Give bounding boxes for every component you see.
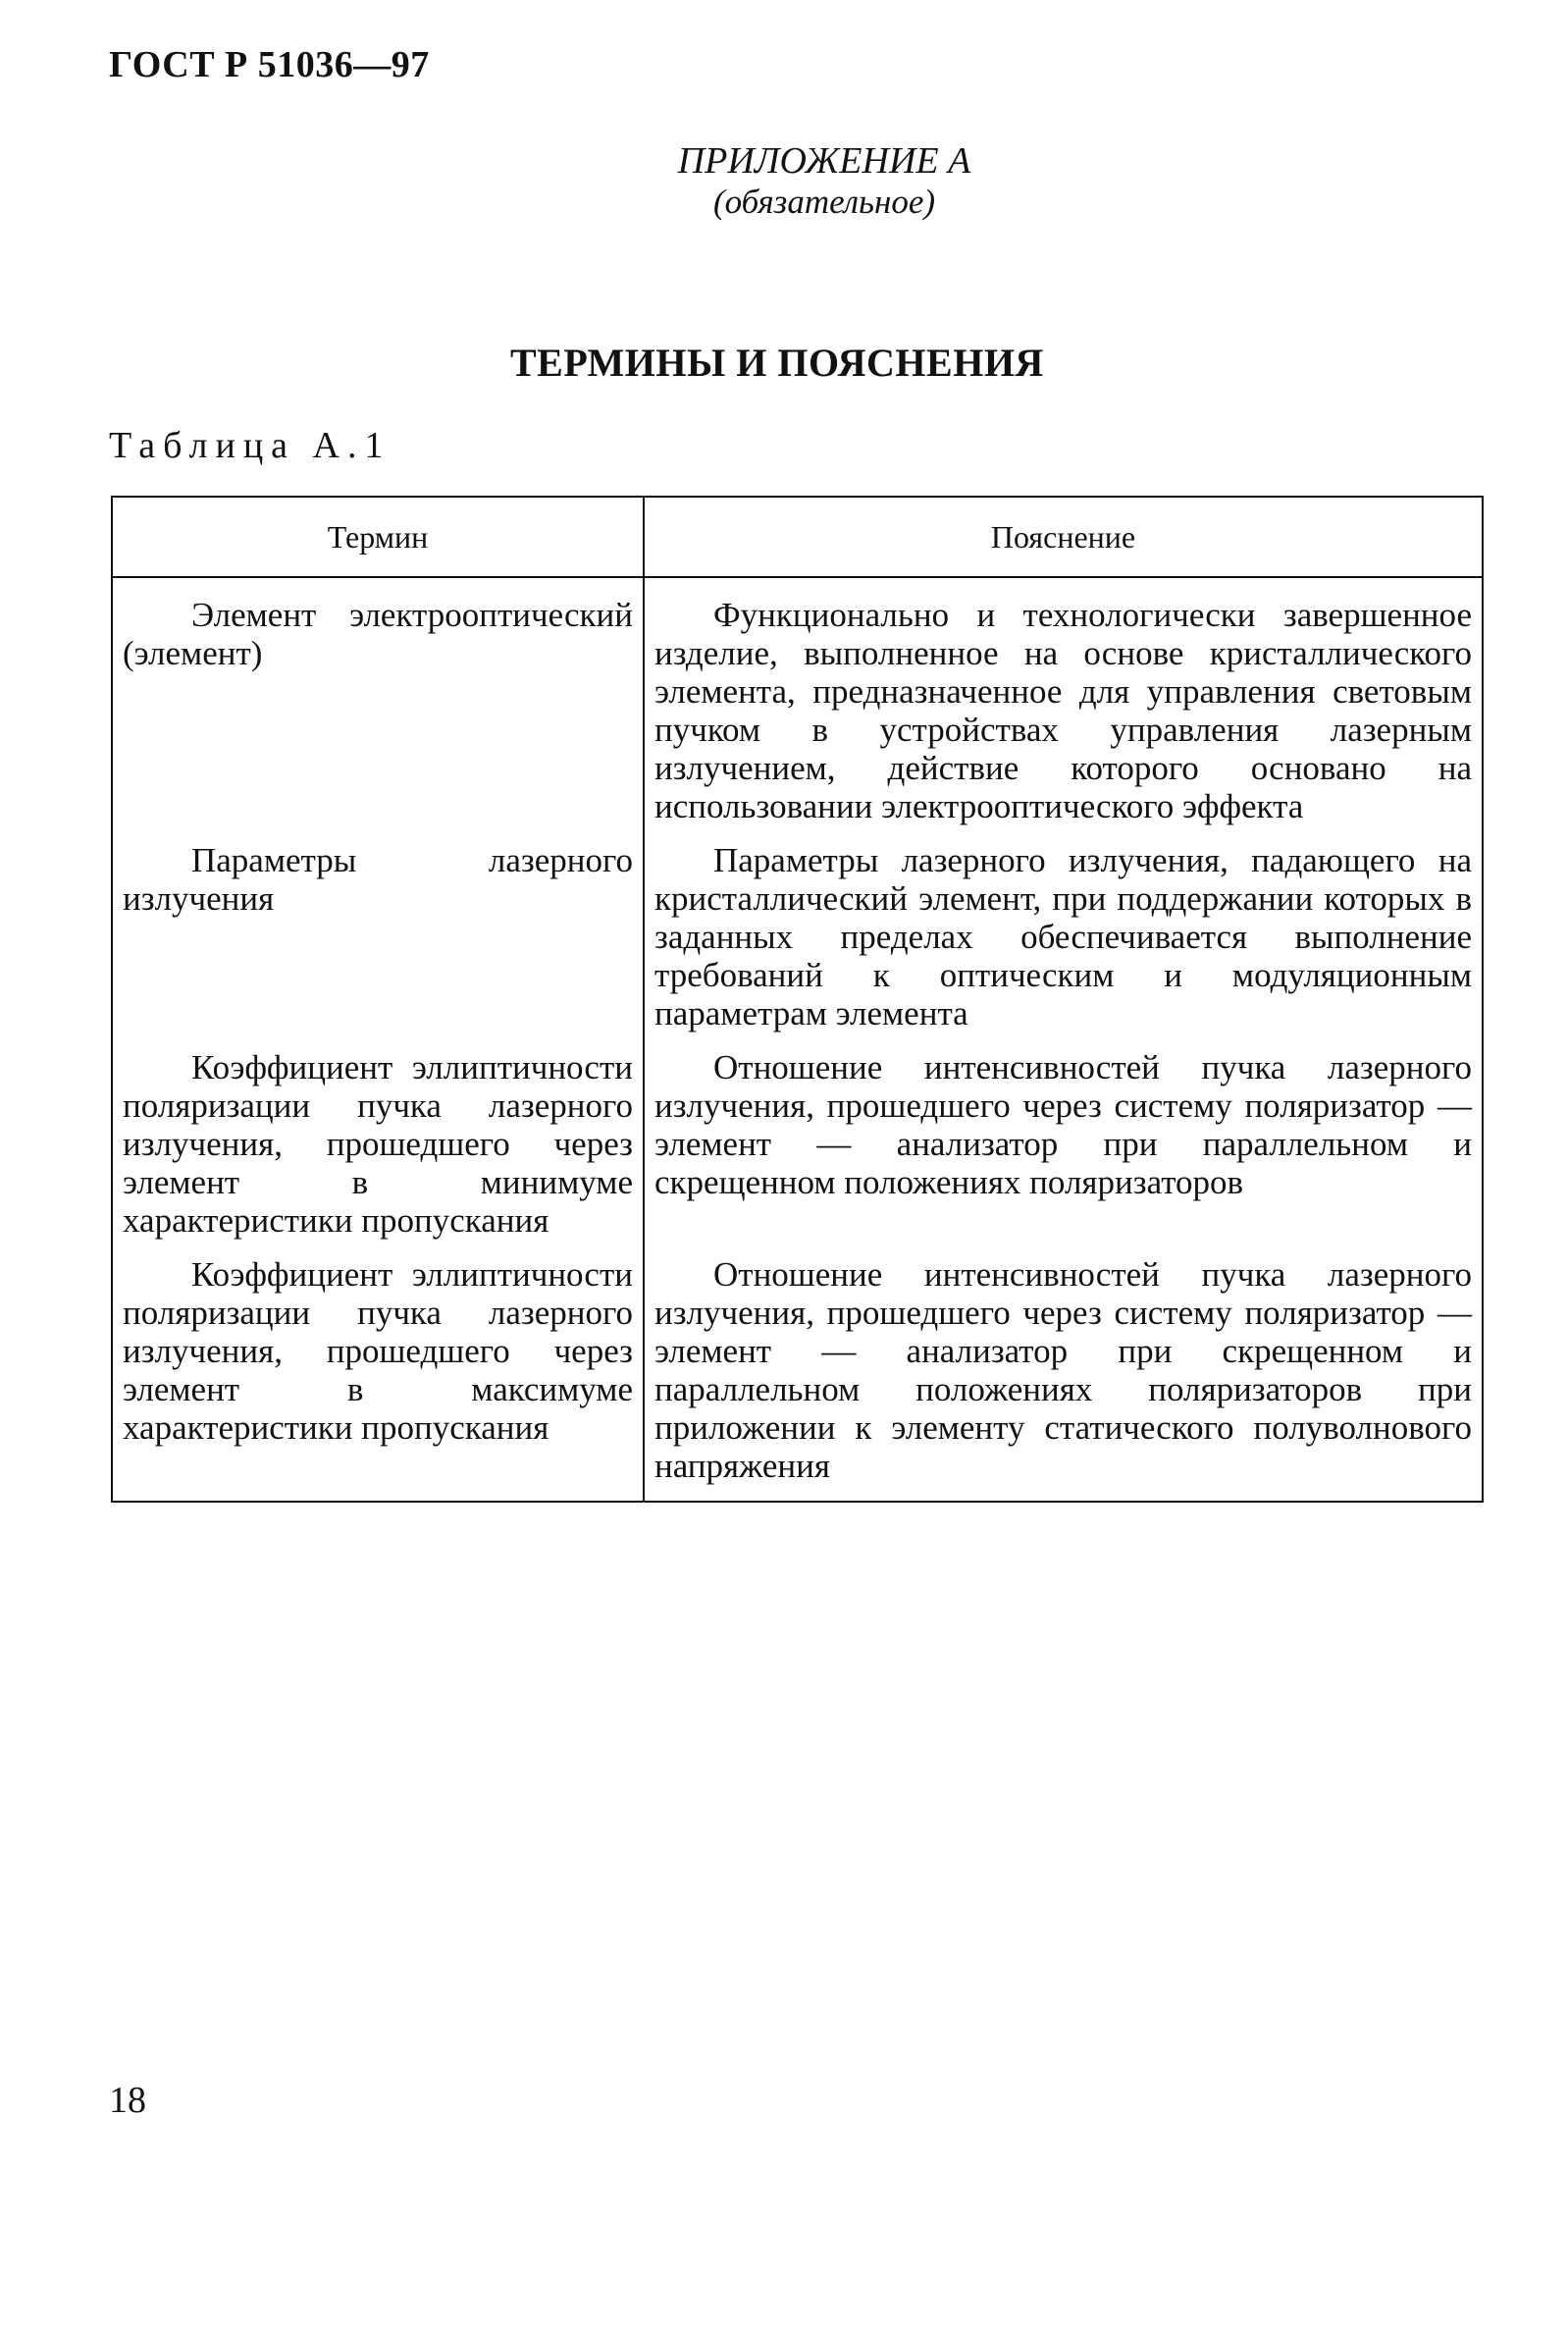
table-row (112, 577, 1483, 841)
table-row (112, 1048, 1483, 1255)
column-header-explanation: Пояснение (644, 497, 1483, 577)
page-number: 18 (109, 2080, 146, 2121)
column-header-term: Термин (112, 497, 644, 577)
term-cell: Коэффициент эллиптичности поляризации пучка лазерного излучения, прошедшего через элемент в минимуме характеристики пропускания (112, 1048, 644, 1255)
explanation-cell: Отношение интенсивностей пучка лазерного излучения, прошедшего через систему поляризатор — элемент — анализатор при параллельном и скрещенном положениях поляризаторов (644, 1048, 1483, 1255)
appendix-heading (549, 139, 1099, 222)
table-row (112, 841, 1483, 1048)
appendix-status-note: (обязательное) (712, 183, 936, 221)
term-cell: Коэффициент эллиптичности поляризации пучка лазерного излучения, прошедшего через элемент в максимуме характеристики пропускания (112, 1255, 644, 1502)
explanation-cell: Параметры лазерного излучения, падающего на кристаллический элемент, при поддержании которых в заданных пределах обеспечивается выполнение требований к оптическим и модуляционным параметрам элемента (644, 841, 1483, 1048)
section-title: ТЕРМИНЫ И ПОЯСНЕНИЯ (510, 341, 1044, 385)
explanation-cell: Функционально и технологически завершенное изделие, выполненное на основе кристаллического элемента, предназначенное для управления световым пучком в устройствах управления лазерным излучением, действие которого основано на использовании электрооптического эффекта (644, 577, 1483, 841)
term-cell: Параметры лазерного излучения (112, 841, 644, 1048)
explanation-cell: Отношение интенсивностей пучка лазерного излучения, прошедшего через систему поляризатор — элемент — анализатор при скрещенном и параллельном положениях поляризаторов при приложении к элементу статического полуволнового напряжения (644, 1255, 1483, 1502)
table-row (112, 1255, 1483, 1502)
table-caption: Таблица А.1 (109, 425, 392, 466)
terms-table (111, 496, 1484, 1503)
document-code: ГОСТ Р 51036—97 (109, 44, 430, 85)
table-header-row (112, 497, 1483, 577)
appendix-title: ПРИЛОЖЕНИЕ А (677, 140, 971, 182)
term-cell: Элемент электрооптический (элемент) (112, 577, 644, 841)
